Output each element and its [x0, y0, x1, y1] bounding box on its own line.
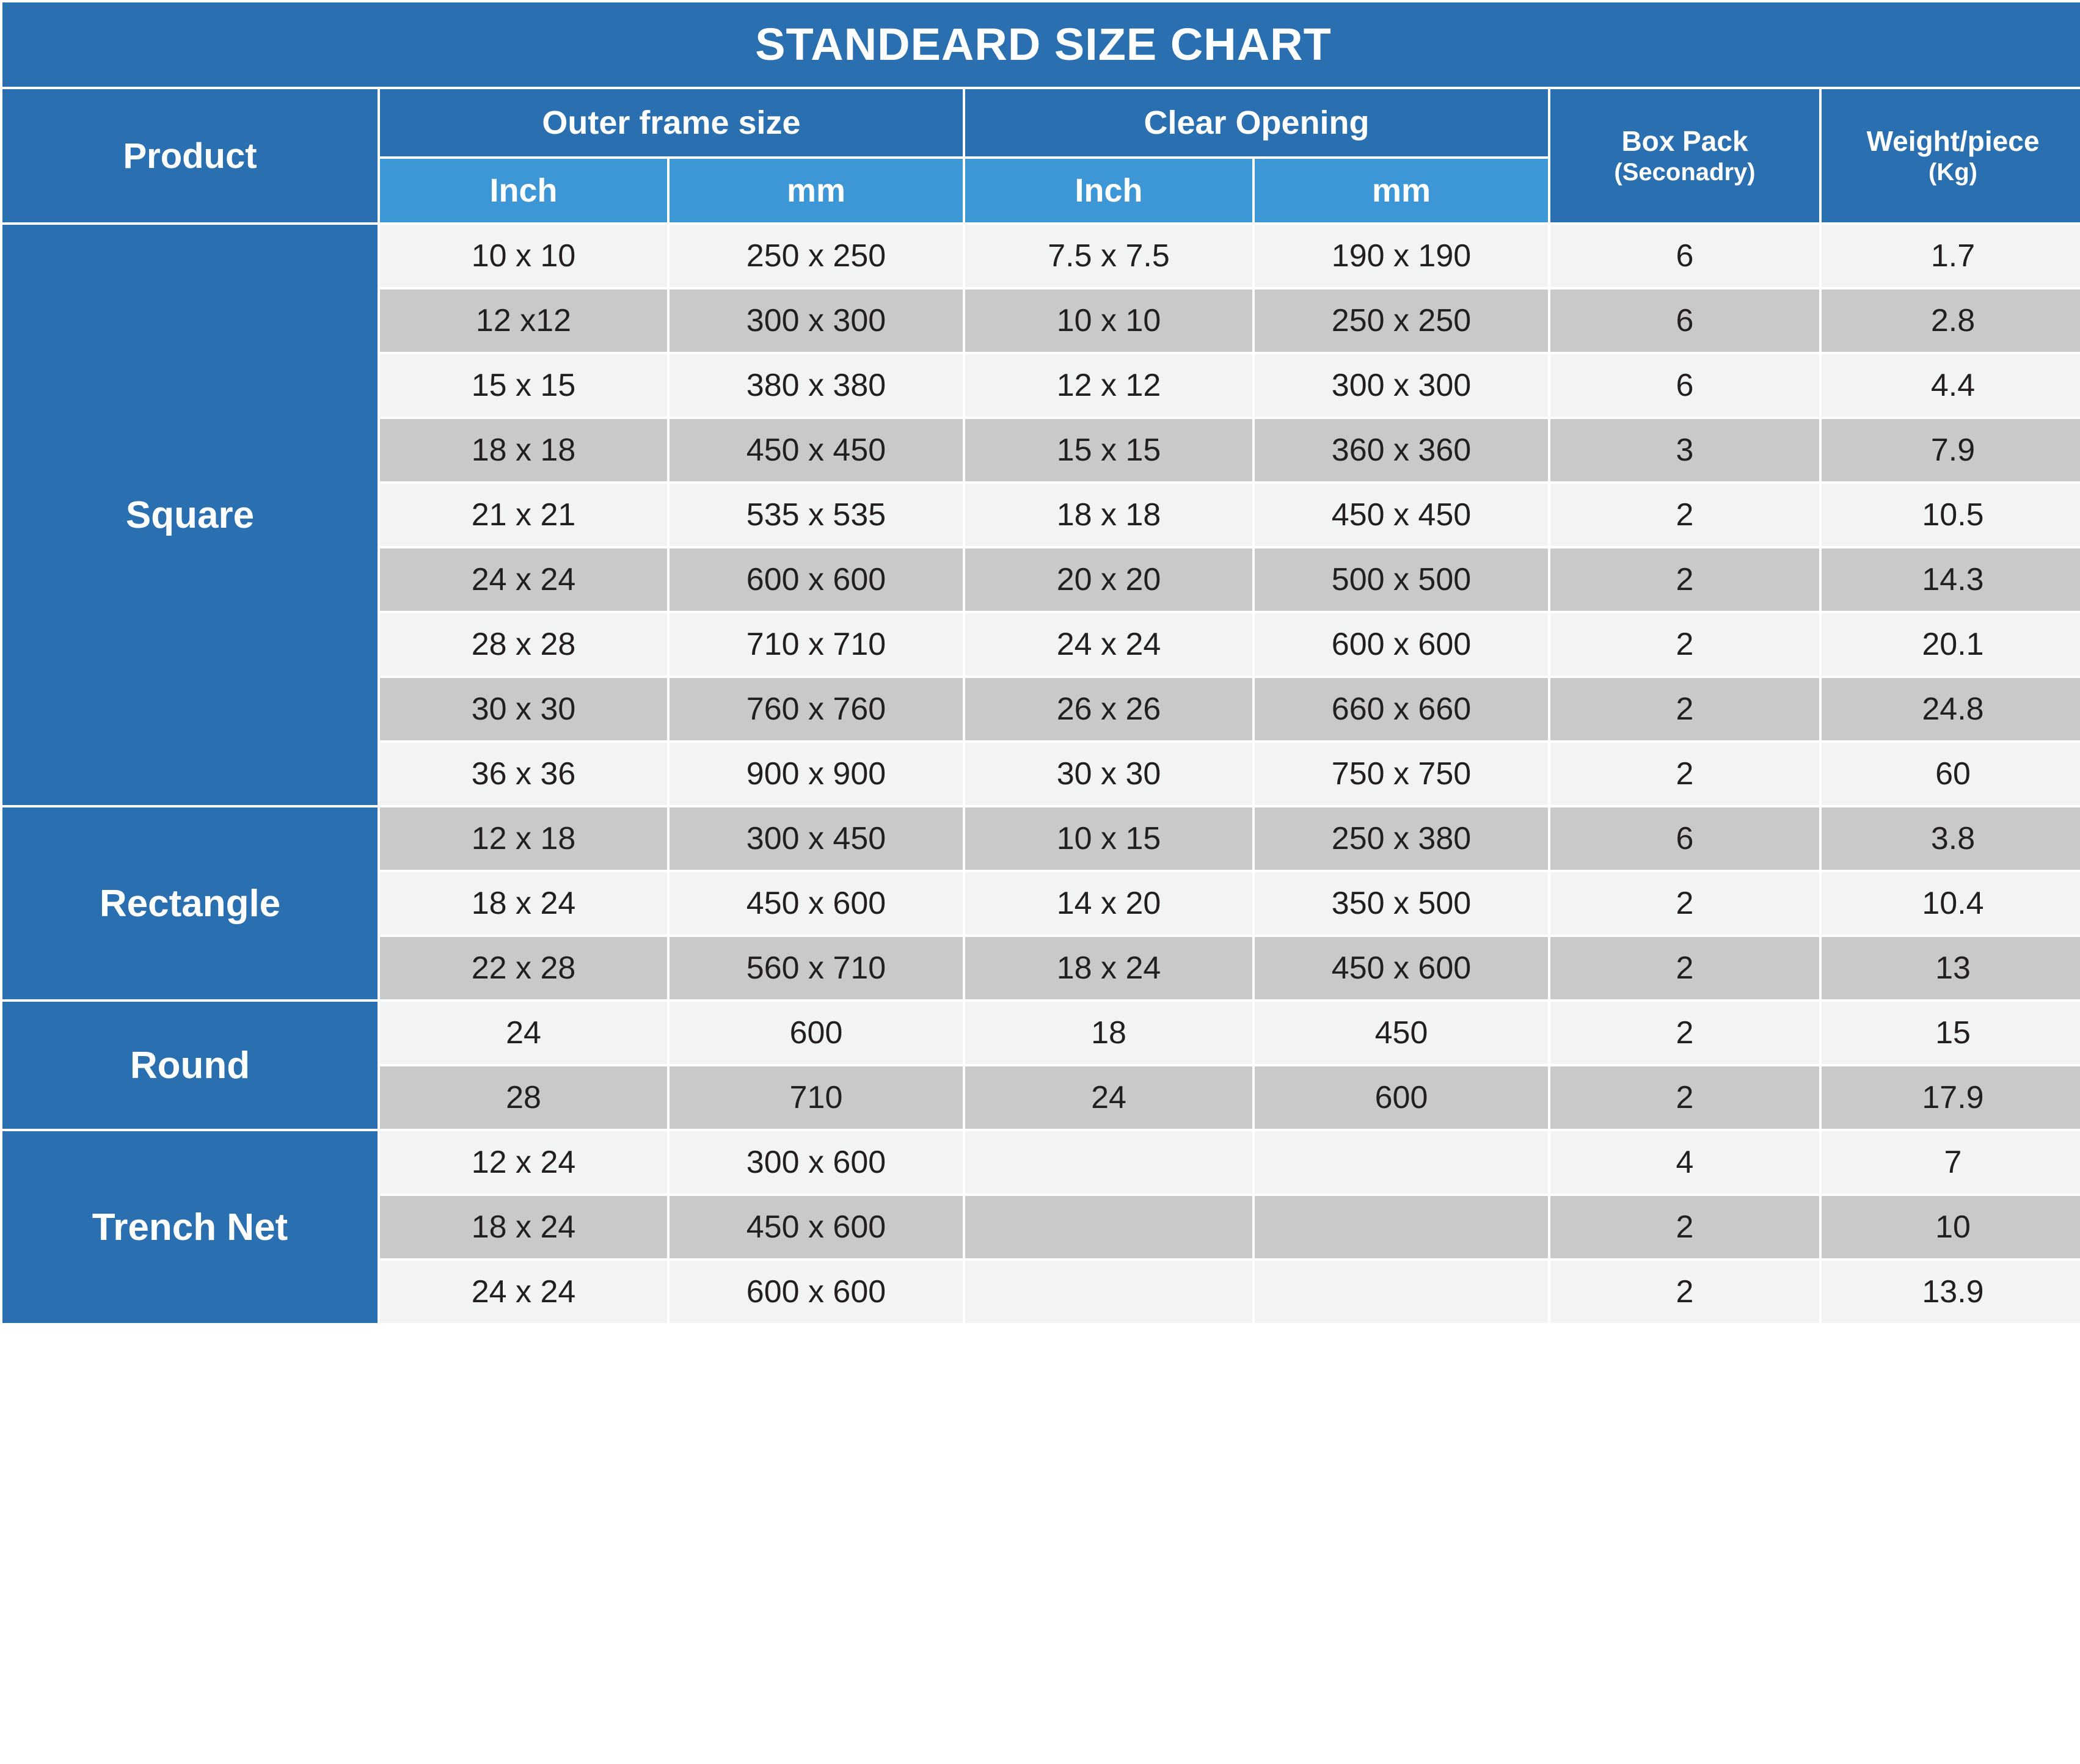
- cell-clear-mm: 450 x 450: [1255, 484, 1548, 546]
- cell-outer-inch: 12 x12: [380, 290, 667, 352]
- cell-outer-inch: 24: [380, 1002, 667, 1064]
- cell-weight: 15: [1822, 1002, 2080, 1064]
- table-row: [2, 807, 2080, 870]
- cell-weight: 10: [1822, 1196, 2080, 1258]
- cell-clear-inch: 18: [965, 1002, 1252, 1064]
- cell-outer-inch: 22 x 28: [380, 937, 667, 999]
- cell-box-pack: 4: [1550, 1131, 1819, 1194]
- cell-outer-inch: 18 x 24: [380, 1196, 667, 1258]
- cell-outer-inch: 24 x 24: [380, 1261, 667, 1323]
- header-clear-inch: Inch: [965, 159, 1252, 222]
- cell-box-pack: 2: [1550, 1196, 1819, 1258]
- cell-outer-inch: 28: [380, 1066, 667, 1129]
- cell-clear-inch: 26 x 26: [965, 678, 1252, 740]
- cell-outer-inch: 18 x 24: [380, 872, 667, 935]
- cell-box-pack: 2: [1550, 613, 1819, 676]
- cell-weight: 17.9: [1822, 1066, 2080, 1129]
- cell-clear-inch: 12 x 12: [965, 354, 1252, 417]
- cell-weight: 14.3: [1822, 549, 2080, 611]
- product-group-square: Square: [2, 225, 378, 805]
- cell-weight: 20.1: [1822, 613, 2080, 676]
- table-row: [2, 1002, 2080, 1064]
- cell-weight: 7.9: [1822, 419, 2080, 481]
- cell-clear-inch: 10 x 10: [965, 290, 1252, 352]
- cell-clear-mm: 190 x 190: [1255, 225, 1548, 287]
- product-group-round: Round: [2, 1002, 378, 1129]
- cell-weight: 10.4: [1822, 872, 2080, 935]
- cell-outer-mm: 380 x 380: [670, 354, 963, 417]
- cell-outer-inch: 21 x 21: [380, 484, 667, 546]
- cell-outer-inch: 15 x 15: [380, 354, 667, 417]
- cell-outer-mm: 560 x 710: [670, 937, 963, 999]
- header-outer-mm: mm: [670, 159, 963, 222]
- cell-clear-inch: 30 x 30: [965, 743, 1252, 805]
- header-weight-sublabel: (Kg): [1929, 158, 1977, 186]
- header-group-row: [2, 89, 2080, 156]
- product-group-trench-net: Trench Net: [2, 1131, 378, 1323]
- cell-clear-inch: 7.5 x 7.5: [965, 225, 1252, 287]
- cell-box-pack: 2: [1550, 937, 1819, 999]
- cell-box-pack: 2: [1550, 549, 1819, 611]
- header-outer-inch: Inch: [380, 159, 667, 222]
- cell-clear-inch: 24: [965, 1066, 1252, 1129]
- header-product: Product: [2, 89, 378, 222]
- cell-clear-mm: [1255, 1196, 1548, 1258]
- cell-box-pack: 2: [1550, 678, 1819, 740]
- cell-clear-inch: 20 x 20: [965, 549, 1252, 611]
- table-row: [2, 225, 2080, 287]
- cell-outer-mm: 535 x 535: [670, 484, 963, 546]
- cell-clear-inch: 15 x 15: [965, 419, 1252, 481]
- cell-clear-inch: [965, 1261, 1252, 1323]
- chart-title: STANDEARD SIZE CHART: [2, 2, 2080, 87]
- cell-box-pack: 2: [1550, 1002, 1819, 1064]
- cell-outer-mm: 710: [670, 1066, 963, 1129]
- cell-weight: 13: [1822, 937, 2080, 999]
- cell-clear-mm: 600: [1255, 1066, 1548, 1129]
- cell-clear-inch: 10 x 15: [965, 807, 1252, 870]
- cell-weight: 10.5: [1822, 484, 2080, 546]
- cell-outer-mm: 450 x 600: [670, 1196, 963, 1258]
- cell-clear-mm: 750 x 750: [1255, 743, 1548, 805]
- header-outer-frame-size: Outer frame size: [380, 89, 963, 156]
- cell-outer-mm: 760 x 760: [670, 678, 963, 740]
- table-body: [2, 225, 2080, 1323]
- cell-outer-mm: 450 x 450: [670, 419, 963, 481]
- cell-clear-mm: 250 x 380: [1255, 807, 1548, 870]
- table-header: [2, 2, 2080, 222]
- table-row: [2, 1131, 2080, 1194]
- product-group-rectangle: Rectangle: [2, 807, 378, 999]
- cell-clear-inch: 18 x 18: [965, 484, 1252, 546]
- cell-box-pack: 2: [1550, 743, 1819, 805]
- cell-clear-inch: 24 x 24: [965, 613, 1252, 676]
- header-box-pack: [1550, 89, 1819, 222]
- cell-outer-inch: 30 x 30: [380, 678, 667, 740]
- cell-outer-mm: 600: [670, 1002, 963, 1064]
- cell-clear-mm: 350 x 500: [1255, 872, 1548, 935]
- cell-clear-mm: 500 x 500: [1255, 549, 1548, 611]
- cell-outer-mm: 600 x 600: [670, 549, 963, 611]
- cell-clear-mm: [1255, 1131, 1548, 1194]
- header-box-pack-sublabel: (Seconadry): [1614, 158, 1756, 186]
- cell-outer-inch: 10 x 10: [380, 225, 667, 287]
- cell-outer-inch: 12 x 18: [380, 807, 667, 870]
- cell-box-pack: 6: [1550, 354, 1819, 417]
- cell-clear-mm: 450 x 600: [1255, 937, 1548, 999]
- cell-weight: 1.7: [1822, 225, 2080, 287]
- cell-clear-inch: [965, 1131, 1252, 1194]
- cell-outer-inch: 18 x 18: [380, 419, 667, 481]
- cell-weight: 13.9: [1822, 1261, 2080, 1323]
- cell-weight: 60: [1822, 743, 2080, 805]
- header-weight-label: Weight/piece: [1866, 125, 2040, 158]
- cell-outer-mm: 300 x 450: [670, 807, 963, 870]
- cell-clear-mm: 450: [1255, 1002, 1548, 1064]
- header-weight-per-piece: [1822, 89, 2080, 222]
- cell-box-pack: 6: [1550, 225, 1819, 287]
- cell-clear-mm: 300 x 300: [1255, 354, 1548, 417]
- cell-outer-mm: 300 x 300: [670, 290, 963, 352]
- cell-outer-inch: 36 x 36: [380, 743, 667, 805]
- cell-weight: 24.8: [1822, 678, 2080, 740]
- cell-clear-inch: 18 x 24: [965, 937, 1252, 999]
- cell-box-pack: 2: [1550, 1066, 1819, 1129]
- cell-box-pack: 2: [1550, 1261, 1819, 1323]
- cell-clear-mm: 250 x 250: [1255, 290, 1548, 352]
- cell-clear-mm: 360 x 360: [1255, 419, 1548, 481]
- cell-outer-mm: 600 x 600: [670, 1261, 963, 1323]
- cell-box-pack: 3: [1550, 419, 1819, 481]
- cell-clear-inch: 14 x 20: [965, 872, 1252, 935]
- cell-weight: 3.8: [1822, 807, 2080, 870]
- cell-outer-inch: 12 x 24: [380, 1131, 667, 1194]
- cell-weight: 2.8: [1822, 290, 2080, 352]
- header-box-pack-label: Box Pack: [1621, 125, 1748, 158]
- cell-box-pack: 6: [1550, 807, 1819, 870]
- header-clear-mm: mm: [1255, 159, 1548, 222]
- cell-outer-mm: 450 x 600: [670, 872, 963, 935]
- cell-outer-inch: 24 x 24: [380, 549, 667, 611]
- cell-box-pack: 6: [1550, 290, 1819, 352]
- cell-clear-mm: 660 x 660: [1255, 678, 1548, 740]
- cell-outer-mm: 710 x 710: [670, 613, 963, 676]
- cell-clear-inch: [965, 1196, 1252, 1258]
- cell-weight: 4.4: [1822, 354, 2080, 417]
- cell-box-pack: 2: [1550, 872, 1819, 935]
- cell-outer-mm: 250 x 250: [670, 225, 963, 287]
- title-row: [2, 2, 2080, 87]
- cell-outer-mm: 900 x 900: [670, 743, 963, 805]
- cell-clear-mm: [1255, 1261, 1548, 1323]
- cell-weight: 7: [1822, 1131, 2080, 1194]
- cell-outer-inch: 28 x 28: [380, 613, 667, 676]
- header-clear-opening: Clear Opening: [965, 89, 1548, 156]
- cell-outer-mm: 300 x 600: [670, 1131, 963, 1194]
- cell-clear-mm: 600 x 600: [1255, 613, 1548, 676]
- cell-box-pack: 2: [1550, 484, 1819, 546]
